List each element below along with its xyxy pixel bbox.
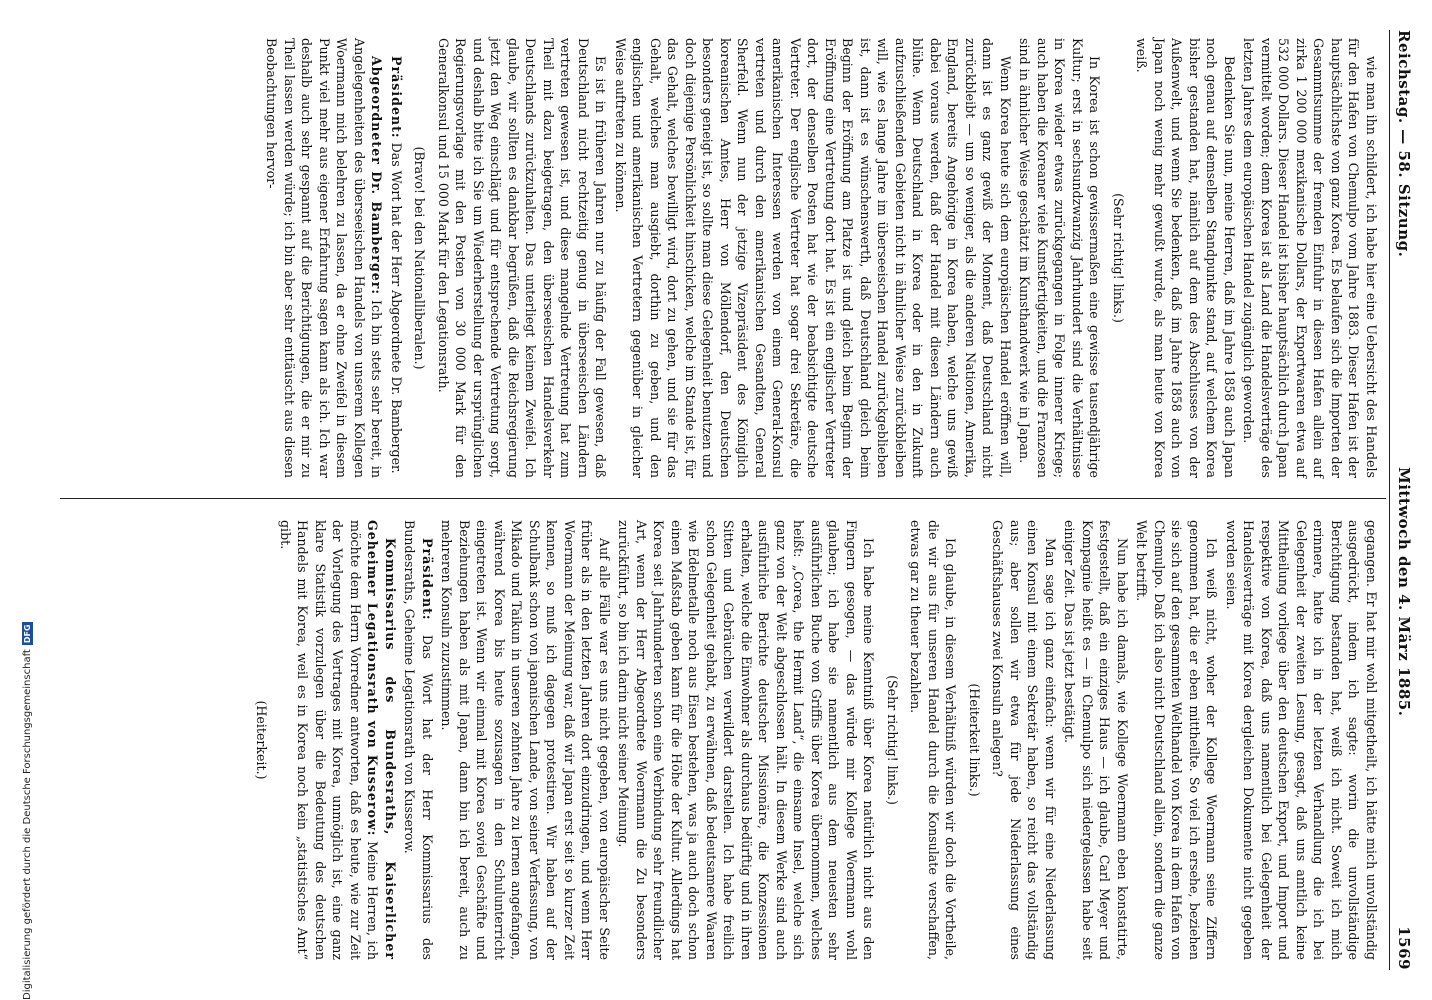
body-paragraph: Wenn Korea heute sich dem europäischen Handel eröffnen will, dann ist es ganz gewiß der Moment, daß Deutschland nicht zurückbleibt — um so weniger, als die anderen Nationen, Amerika, England, bereits Angehörige in Korea haben, welche uns gewiß dabei voraus werden, daß der Handel mit diesen Ländern auch blühe. Wenn Deutschland in Korea oder in den in Zukunft aufzuschließenden Gebieten nicht in ähnlicher Weise zurückbleiben will, wie es lange Jahre im überseeischen Handel zurückgeblieben ist, dann ist es wünschenswerth, daß Deutschland gleich beim Beginn der Eröffnung am Platze ist und gleich beim Beginn der Eröffnung eine Vertretung dort hat. Es ist ein englischer Vertreter dort, der denselben Posten hat wie der beabsichtigte deutsche Vertreter. Der englische Vertreter hat sogar drei Sekretäre, die amerikanischen Interessen werden von einem General-Konsul vertreten und durch den amerikanischen Gesandten, General Sherfeld. Wenn nun der jetzige Vizepräsident des Königlich koreanischen Amtes, Herr von Möllendorf, den Deutschen besonders geneigt ist, so sollte man diese Gelegenheit benutzen und doch diejenige Persönlichkeit hinschicken, welche im Stande ist, für das Gehalt, welches bewilligt wird, dort zu gehen, und sie für das Gehalt, welches man ausgiebt, dorthin zu geben, und den englischen und amerikanischen Vertretern gegenüber in gleicher Weise auftreten zu können. xyxy=(613,38,1013,478)
body-paragraph: In Korea ist schon gewissermaßen eine gewisse tausendjährige Kultur; erst in sechsundzwanzig Jahrhundert sind die Verhältnisse in Korea wieder etwas zurückgegangen in Folge innerer Kriege; auch haben die Koreaner viele Kunstfertigkeiten, und die Franzosen sind in ähnlicher Weise geschätzt im Kunsthandwerk wie in Japan. xyxy=(1017,38,1103,478)
body-paragraph: Ich habe meine Kenntniß über Korea natürlich nicht aus den Fingern gesogen, — das würde mir Kollege Woermann wohl glauben; ich habe sie namentlich aus dem neuesten sehr ausführlichen Buche von Griffis über Korea übernommen, welches heißt: „Corea, the Hermit Land“, die einsame Insel, welche sich ganz von der Welt abgeschlossen hält. In diesem Werke sind auch ausführliche Berichte deutscher Missionäre, die Konzessionen erhalten, welche die Einwohner als durchaus bedürftig und in ihren Sitten und Gebräuchen verwildert darstellen. Ich habe freilich schon Gelegenheit gehabt, zu erwähnen, daß bedeutsamere Waaren wie Edelmetalle noch aus Eisen bestehen, was ja auch doch schon einen Maßstab geben kann für die Höhe der Kultur. Allerdings hat Korea seit Jahrhunderten schon eine Verbindung sehr freundlicher Art, wenn der Herr Abgeordnete Woermann die Zu besonders zurückführt, so bin ich darin nicht seiner Meinung. xyxy=(616,520,877,960)
page-number: 1569 xyxy=(1395,926,1413,970)
left-column xyxy=(261,38,1380,478)
speaker-label: Präsident: xyxy=(420,538,435,621)
interjection: (Heiterkeit links.) xyxy=(967,683,982,797)
right-column xyxy=(247,520,1380,960)
header-left: Reichstag. — 58. Sitzung. xyxy=(1395,30,1413,258)
speech-text: Das Wort hat der Herr Abgeordnete Dr. Bamberger. xyxy=(389,138,404,474)
interjection: (Bravo! bei den Nationalliberalen.) xyxy=(412,146,428,370)
interjection: (Sehr richtig! links.) xyxy=(1111,193,1126,323)
speech-text: Ich bin stets sehr bereit, in Angelegenheiten des überseeischen Handels von unserem Kollegen Woermann mich belehren zu lassen, da er ohne Zweifel in diesem Punkt viel mehr aus eigener Erfahrung sagen kann als ich. Ich war deshalb auch sehr gespannt auf die Berichtigungen, die er mir zu Theil lassen werden würde; ich bin aber sehr enttäuscht aus diesen Beobachtungen hervor- xyxy=(264,38,385,479)
speech-text: Meine Herren, ich möchte dem Herrn Vorredner antworten, daß es heute, wie zur Zeit der Vorlegung des Vertrages mit Korea, unmöglich ist, eine ganz klare Statistik vorzulegen über die Bedeutung des deutschen Handels mit Korea, weil es in Korea noch kein „statistisches Amt“ gibt. xyxy=(278,520,381,960)
speech-paragraph xyxy=(277,520,400,960)
speaker-label: Kommissarius des Bundesraths, Kaiserlicher Geheimer Legationsrath von Kusserow: xyxy=(365,520,398,960)
speaker-label: Abgeordneter Dr. Bamberger: xyxy=(369,56,385,296)
body-paragraph: Nun habe ich damals, wie Kollege Woermann eben konstatirte, festgestellt, daß ein einziges Haus — ich glaube, Carl Meyer und Kompagnie heißt es — in Chemulpo sich niedergelassen habe seit einiger Zeit. Das ist jetzt bestätigt. xyxy=(1062,520,1130,960)
body-paragraph: Ich glaube, in diesem Verhältniß würden wir doch die Vortheile, die wir aus für unseren Handel durch die Konsulate verschaffen, etwas gar zu theuer bezahlen. xyxy=(908,520,959,960)
interjection: (Sehr richtig! links.) xyxy=(885,675,900,805)
interjection: (Heiterkeit.) xyxy=(254,700,270,780)
speech-text: Das Wort hat der Herr Kommissarius des Bundesraths, Geheime Legationsrath von Kusserow. xyxy=(402,520,435,960)
page-header xyxy=(1392,30,1416,970)
column-divider xyxy=(60,498,1386,499)
dfg-logo-icon: DFG xyxy=(23,624,32,644)
body-paragraph: Auf alle Fälle war es uns nicht gegeben, von europäischer Seite früher als in den letzten Jahren dort einzudringen, und wenn Herr Woermann der Meinung war, daß wir Japan erst seit so kurzer Zeit kennen, so muß ich dagegen protestiren. Wir haben auf der Schulbank schon von japanischen Lande, von seiner Verfassung, von Mikado und Taikun in unseren zehnten Jahre zu lernen angefangen, während Korea bis heute sozusagen in den Schulunterricht eingetreten ist. Wenn wir einmal mit Korea soviel Geschäfte und Beziehungen haben als mit Japan, dann bin ich bereit, auch zu mehreren Konsuln zuzustimmen. xyxy=(439,520,612,960)
body-paragraph: Es ist in früheren Jahren nur zu häufig der Fall gewesen, daß Deutschland nicht rechtzeitig genug in überseeischen Ländern vertreten gewesen ist, und diese mangelnde Vertretung hat zum Theil mit dazu beigetragen, den überseeischen Handelsverkehr Deutschlands zurückzuhalten. Das unterliegt keinem Zweifel. Ich glaube, wir sollten es dankbar begrüßen, daß die Reichsregierung jetzt den Weg einschlägt und für entsprechende Vertretung sorgt, und deshalb bitte ich Sie um Wiederherstellung der ursprünglichen Regierungsvorlage mit den Posten von 30 000 Mark für den Generalkonsul und 15 000 Mark für den Legationsrath. xyxy=(436,38,609,478)
digitization-text: Digitalisierung gefördert durch die Deutsche Forschungsgemeinschaft xyxy=(22,649,33,1000)
speech-paragraph xyxy=(401,520,436,960)
speaker-label: Präsident: xyxy=(389,56,404,139)
body-paragraph: gegangen. Er hat mir wohl mitgetheilt, ich hätte mich unvollständig ausgedrückt, indem ich sagte: worin die unvollständige Berichtigung bestanden hat, weiß ich nicht. Soweit ich mich erinnere, hatte ich in der letzten Verhandlung die ich bei Gelegenheit der zweiten Lesung, gesagt, daß uns amtlich keine Mittheilung vorliege über den deutschen Export, und Import und respektive von Korea, daß uns namentlich bei Gelegenheit der Handelsverträge mit Korea dergleichen Dokumente nicht gegeben worden seien. xyxy=(1224,520,1379,960)
body-paragraph: wie man ihn schildert, ich habe hier eine Uebersicht des Handels für den Hafen von Chemulpo vom Jahre 1883. Dieser Hafen ist der hauptsächlichste von ganz Korea. Es belaufen sich die Importen der Gesammtsumme der fremden Einfuhr in diesen Hafen allein auf zirka 1 200 000 mexikanische Dollars, der Exportwaaren etwa auf 532 000 Dollars. Dieser Handel ist bisher hauptsächlich durch Japan vermittelt worden; denn Korea ist als Land die Handelsverträge des letzten Jahres dem europäischen Handel zugänglich geworden. xyxy=(1241,38,1379,478)
body-paragraph: Man sage ich ganz einfach: wenn wir für eine Niederlassung einen Konsul mit einem Sekretär haben, so reicht das vollständig aus; aber sollen wir etwa für jede Niederlassung eines Geschäftshauses zwei Konsuln anlegen? xyxy=(990,520,1058,960)
header-date: Mittwoch den 4. März 1885. xyxy=(1395,467,1413,717)
speech-paragraph xyxy=(388,38,406,478)
body-paragraph: Ich weiß nicht, woher der Kollege Woermann seine Ziffern genommen hat, die er eben mittheilte. So viel ich ersehe, beziehen sie sich auf den gesammten Welthandel von Korea in dem Hafen von Chemulpo. Daß ich also nicht Deutschland allein, sondern die ganze Welt betrifft. xyxy=(1134,520,1220,960)
body-paragraph: Bedenken Sie nun, meine Herren, daß im Jahre 1858 auch Japan noch genau auf demselben Standpunkte stand, auf welchem Korea bisher gestanden hat, nämlich auf dem des Abschlusses von der Außenwelt, und wenn Sie bedenken, daß im Jahre 1858 auch von Japan noch wenig mehr gewußt wurde, als man heute von Korea weiß. xyxy=(1134,38,1237,478)
digitization-stamp xyxy=(22,622,33,1000)
header-rule xyxy=(1389,30,1390,970)
speech-paragraph xyxy=(263,38,386,478)
